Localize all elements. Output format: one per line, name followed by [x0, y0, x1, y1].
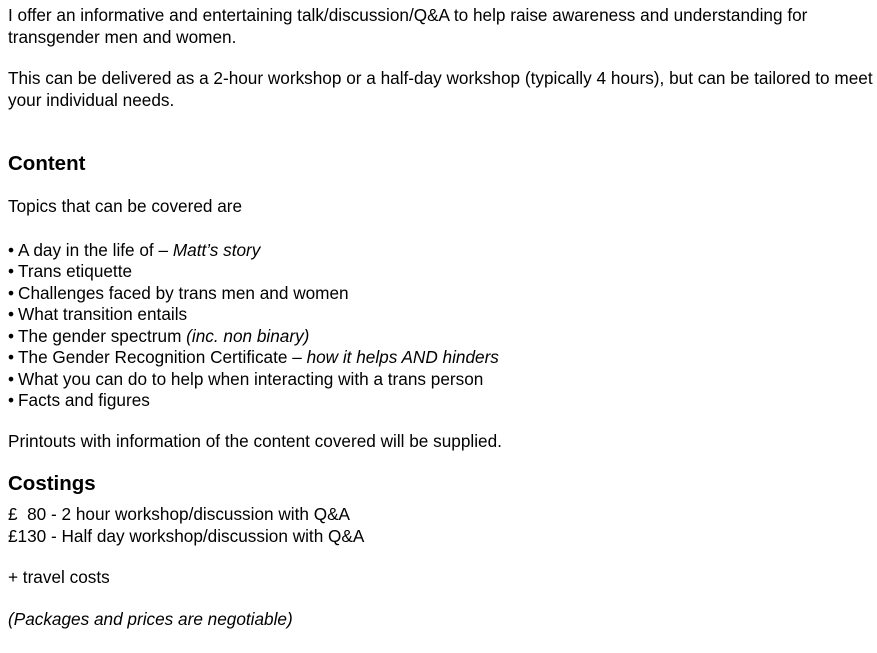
bullet: • [8, 368, 15, 389]
bullet: • [8, 304, 15, 324]
content-heading: Content [8, 152, 86, 175]
printouts-note: Printouts with information of the content covered will be supplied. [8, 430, 502, 451]
list-item [8, 283, 873, 305]
intro-paragraph-2: This can be delivered as a 2-hour workshop or a half-day workshop (typically 4 hours), but can be tailored to meet your individual needs. [8, 68, 873, 110]
bullet: • [8, 239, 15, 260]
topic-text: Challenges faced by trans men and women [18, 282, 349, 303]
bullet: • [8, 261, 15, 281]
topics-lead: Topics that can be covered are [8, 196, 243, 216]
topic-text: Trans etiquette [18, 261, 133, 281]
list-item [8, 326, 873, 348]
topic-text: The Gender Recognition Certificate – [18, 347, 307, 367]
bullet: • [8, 325, 15, 346]
document-body [8, 5, 873, 630]
list-item [8, 304, 873, 326]
topics-list [8, 240, 873, 412]
topic-text: The gender spectrum [18, 325, 187, 346]
topic-text: A day in the life of – [18, 239, 173, 260]
topic-text: Facts and figures [18, 390, 150, 410]
topic-emphasis: how it helps AND hinders [306, 347, 499, 367]
bullet: • [8, 347, 15, 367]
travel-costs-note: + travel costs [8, 567, 110, 587]
topic-emphasis: Matt’s story [172, 239, 261, 260]
bullet: • [8, 390, 15, 410]
cost-line-2-hour: £ 80 - 2 hour workshop/discussion with Q&A [8, 504, 351, 524]
negotiable-text: (Packages and prices are negotiable) [8, 608, 293, 629]
costings-heading: Costings [8, 472, 96, 495]
list-item [8, 347, 873, 369]
bullet: • [8, 282, 15, 303]
negotiable-note [8, 609, 873, 631]
topic-text: What you can do to help when interacting with a trans person [18, 368, 484, 389]
list-item [8, 390, 873, 412]
list-item [8, 240, 873, 262]
cost-line-half-day: £130 - Half day workshop/discussion with Q&A [8, 525, 365, 546]
list-item [8, 369, 873, 391]
list-item [8, 261, 873, 283]
topic-emphasis: (inc. non binary) [186, 325, 310, 346]
intro-paragraph-1: I offer an informative and entertaining talk/discussion/Q&A to help raise awareness and understanding for transgender men and women. [8, 5, 808, 47]
topic-text: What transition entails [18, 304, 188, 324]
